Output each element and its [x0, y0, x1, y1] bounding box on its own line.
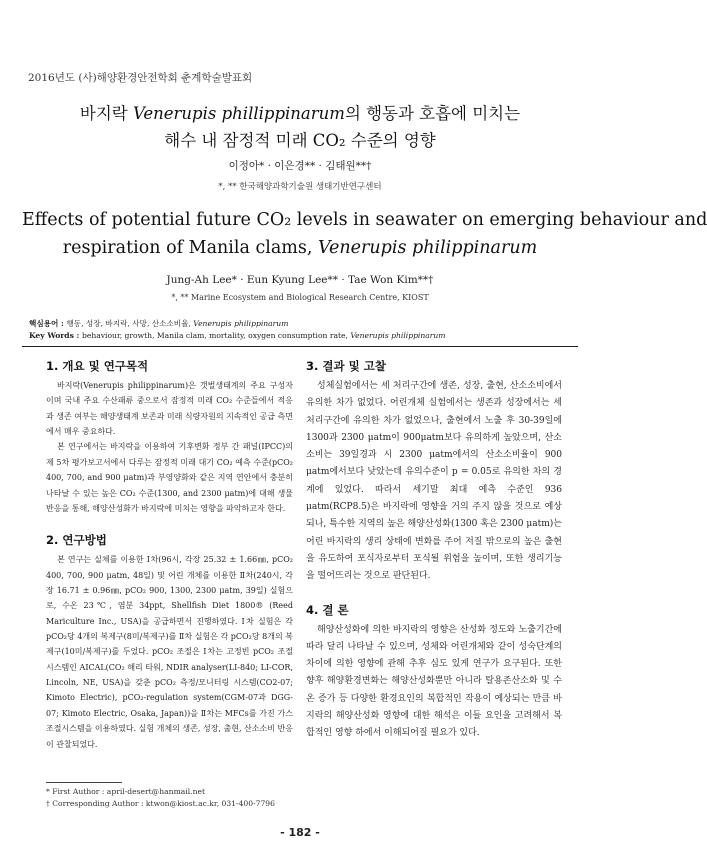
keywords-english [29, 331, 578, 340]
affiliation-english: *, ** Marine Ecosystem and Biological Research Centre, KIOST [171, 293, 429, 302]
keywords-en-scientific-name: Venerupis philippinarum [350, 331, 446, 340]
title-en-prefix: respiration of Manila clams, [62, 238, 319, 258]
section-4-paragraph-1: 해양산성화에 의한 바지락의 영향은 산성화 정도와 노출기간에 따라 달리 나타날 수 있으며, 성체와 어린개체와 같이 성숙단계의 차이에 의한 영향에 관해 추후 심도 있게 연구가 요구된다. 또한 향후 해양환경변화는 해양산성화뿐만 아니라 탈용존산소화 및 수온 증가 등 다양한 환경요인의 복합적인 작용이 예상되는 만큼 바지락의 해양산성화 영향에 대한 해석은 이들 요인을 고려해서 복합적인 영향 하에서 이해되어질 필요가 있다. [306, 624, 562, 739]
title-ko-line2: 해수 내 잠정적 미래 CO₂ 수준의 영향 [164, 131, 436, 150]
page-number: - 182 - [280, 826, 320, 839]
section-2-paragraph-1: 본 연구는 실체를 이용한 Ⅰ차(96시, 각장 25.32 ± 1.66㎜, pCO₂ 400, 700, 900 μatm, 48일) 및 어린 개체를 이용한 Ⅱ차(240시, 각장 16.71 ± 0.96㎜, pCO₂ 900, 1300, 2300 μatm, 39일) 실험으로, 수온 23℃, 염분 34ppt, Shellfish Diet 1800® (Reed Mariculture Inc., USA)을 공급하면서 진행하였다. Ⅰ차 실험은 각 pCO₂당 4개의 복제구(8미/복제구)를 Ⅱ차 실험은 각 pCO₂당 8개의 복제구(10미/복제구)를 두었다. pCO₂ 조절은 Ⅰ차는 고정빈 pCO₂ 조절 시스템인 AICAL(CO₂ 해리 타워, NDIR analyser(LI-840; LI-COR, Lincoln, NE, USA)을 갖춘 pCO₂ 측정/모니터링 시스템(CO2-07; Kimoto Electric), pCO₂-regulation system(CGM-07과 DGG-07; Kimoto Electric, Osaka, Japan))을 Ⅱ차는 MFCs를 가진 가스조절시스템을 이용하였다. 실험 개체의 생존, 성장, 출현, 산소소비 반응이 관찰되었다. [46, 555, 293, 749]
section-3-paragraph-1: 성체실험에서는 세 처리구간에 생존, 성장, 출현, 산소소비에서 유의한 차가 없었다. 어린개체 실험에서는 생존과 성장에서는 세 처리구간에 유의한 차가 없었으나, 출현에서 노출 후 30-39일에 1300과 2300 μatm이 900μatm보다 유의하게 높았으며, 산소소비는 39일경과 시 2300 μatm에서의 산소소비율이 900 μatm에서보다 낮았는데 유의수준이 p = 0.05로 유의한 차의 경계에 있었다. 따라서 세기말 최대 예측 수준인 936 μatm(RCP8.5)은 바지락에 영향을 거의 주지 않을 것으로 예상되나, 특수한 지역의 높은 해양산성화(1300 혹은 2300 μatm)는 어린 바지락의 생리 상태에 변화를 주어 저질 밖으로의 높은 출현을 유도하여 포식자로부터 포식될 위험을 높이며, 또한 생리기능을 떨어뜨리는 것으로 판단된다. [306, 381, 562, 582]
footnote-divider [46, 782, 122, 783]
left-column [46, 352, 293, 752]
keywords-divider [22, 346, 578, 347]
title-ko-suffix: 의 행동과 호흡에 미치는 [344, 104, 521, 123]
keywords-ko-scientific-name: Venerupis philippinarum [193, 319, 289, 328]
keywords-korean [29, 318, 578, 329]
title-english [22, 206, 707, 262]
conference-header: 2016년도 (사)해양환경안전학회 춘계학술발표회 [28, 72, 253, 84]
keywords-ko-label: 핵심용어 : [29, 319, 67, 328]
authors-english: Jung-Ah Lee* · Eun Kyung Lee** · Tae Won Kim**† [166, 274, 434, 286]
section-4-heading: 4. 결 론 [306, 602, 349, 617]
footnote-first-author: * First Author : april-desert@hanmail.net [46, 787, 206, 796]
section-3-heading: 3. 결과 및 고찰 [306, 359, 386, 373]
keywords-en-label: Key Words : [29, 331, 82, 340]
title-en-line1: Effects of potential future CO₂ levels in seawater on emerging behaviour and [22, 210, 707, 230]
keywords-ko-text: 행동, 성장, 바지락, 사망, 산소소비율, [66, 319, 194, 328]
title-korean [40, 100, 560, 154]
affiliation-korean: *, ** 한국해양과학기술원 생태기반연구센터 [218, 182, 382, 192]
right-column [306, 352, 562, 743]
title-ko-scientific-name: Venerupis phillippinarum [132, 104, 345, 123]
section-1-paragraph-1: 바지락(Venerupis philippinarum)은 갯벌생태계의 주요 구성자이며 국내 주요 수산패류 중으로서 잠정적 미래 CO₂ 수준들에서 적응과 생존 여부는 해양생태계 보존과 미래 식량자원의 지속적인 공급 측면에서 매우 중요하다. [46, 381, 293, 437]
authors-korean: 이정아* · 이은경** · 김태원**† [228, 160, 372, 172]
keywords-en-text: behaviour, growth, Manila clam, mortality, oxygen consumption rate, [81, 331, 351, 340]
section-1-heading: 1. 개요 및 연구목적 [46, 359, 149, 373]
title-en-scientific-name: Venerupis philippinarum [318, 238, 538, 258]
title-ko-prefix: 바지락 [79, 104, 133, 123]
footnote-corresponding-author: † Corresponding Author : ktwon@kiost.ac.kr, 031-400-7796 [46, 799, 275, 808]
section-2-heading: 2. 연구방법 [46, 533, 107, 548]
section-1-paragraph-2: 본 연구에서는 바지락을 이용하여 기후변화 정부 간 패널(IPCC)의 제 5차 평가보고서에서 다루는 잠정적 미래 대기 CO₂ 예측 수준(pCO₂ 400, 700, and 900 μatm)과 부영양화와 같은 지역 연안에서 충분히 나타날 수 있는 높은 CO₂ 수준(1300, and 2300 μatm)에 대해 생물반응을 통해, 해양산성화가 바지락에 미치는 영향을 파악하고자 한다. [46, 442, 293, 513]
